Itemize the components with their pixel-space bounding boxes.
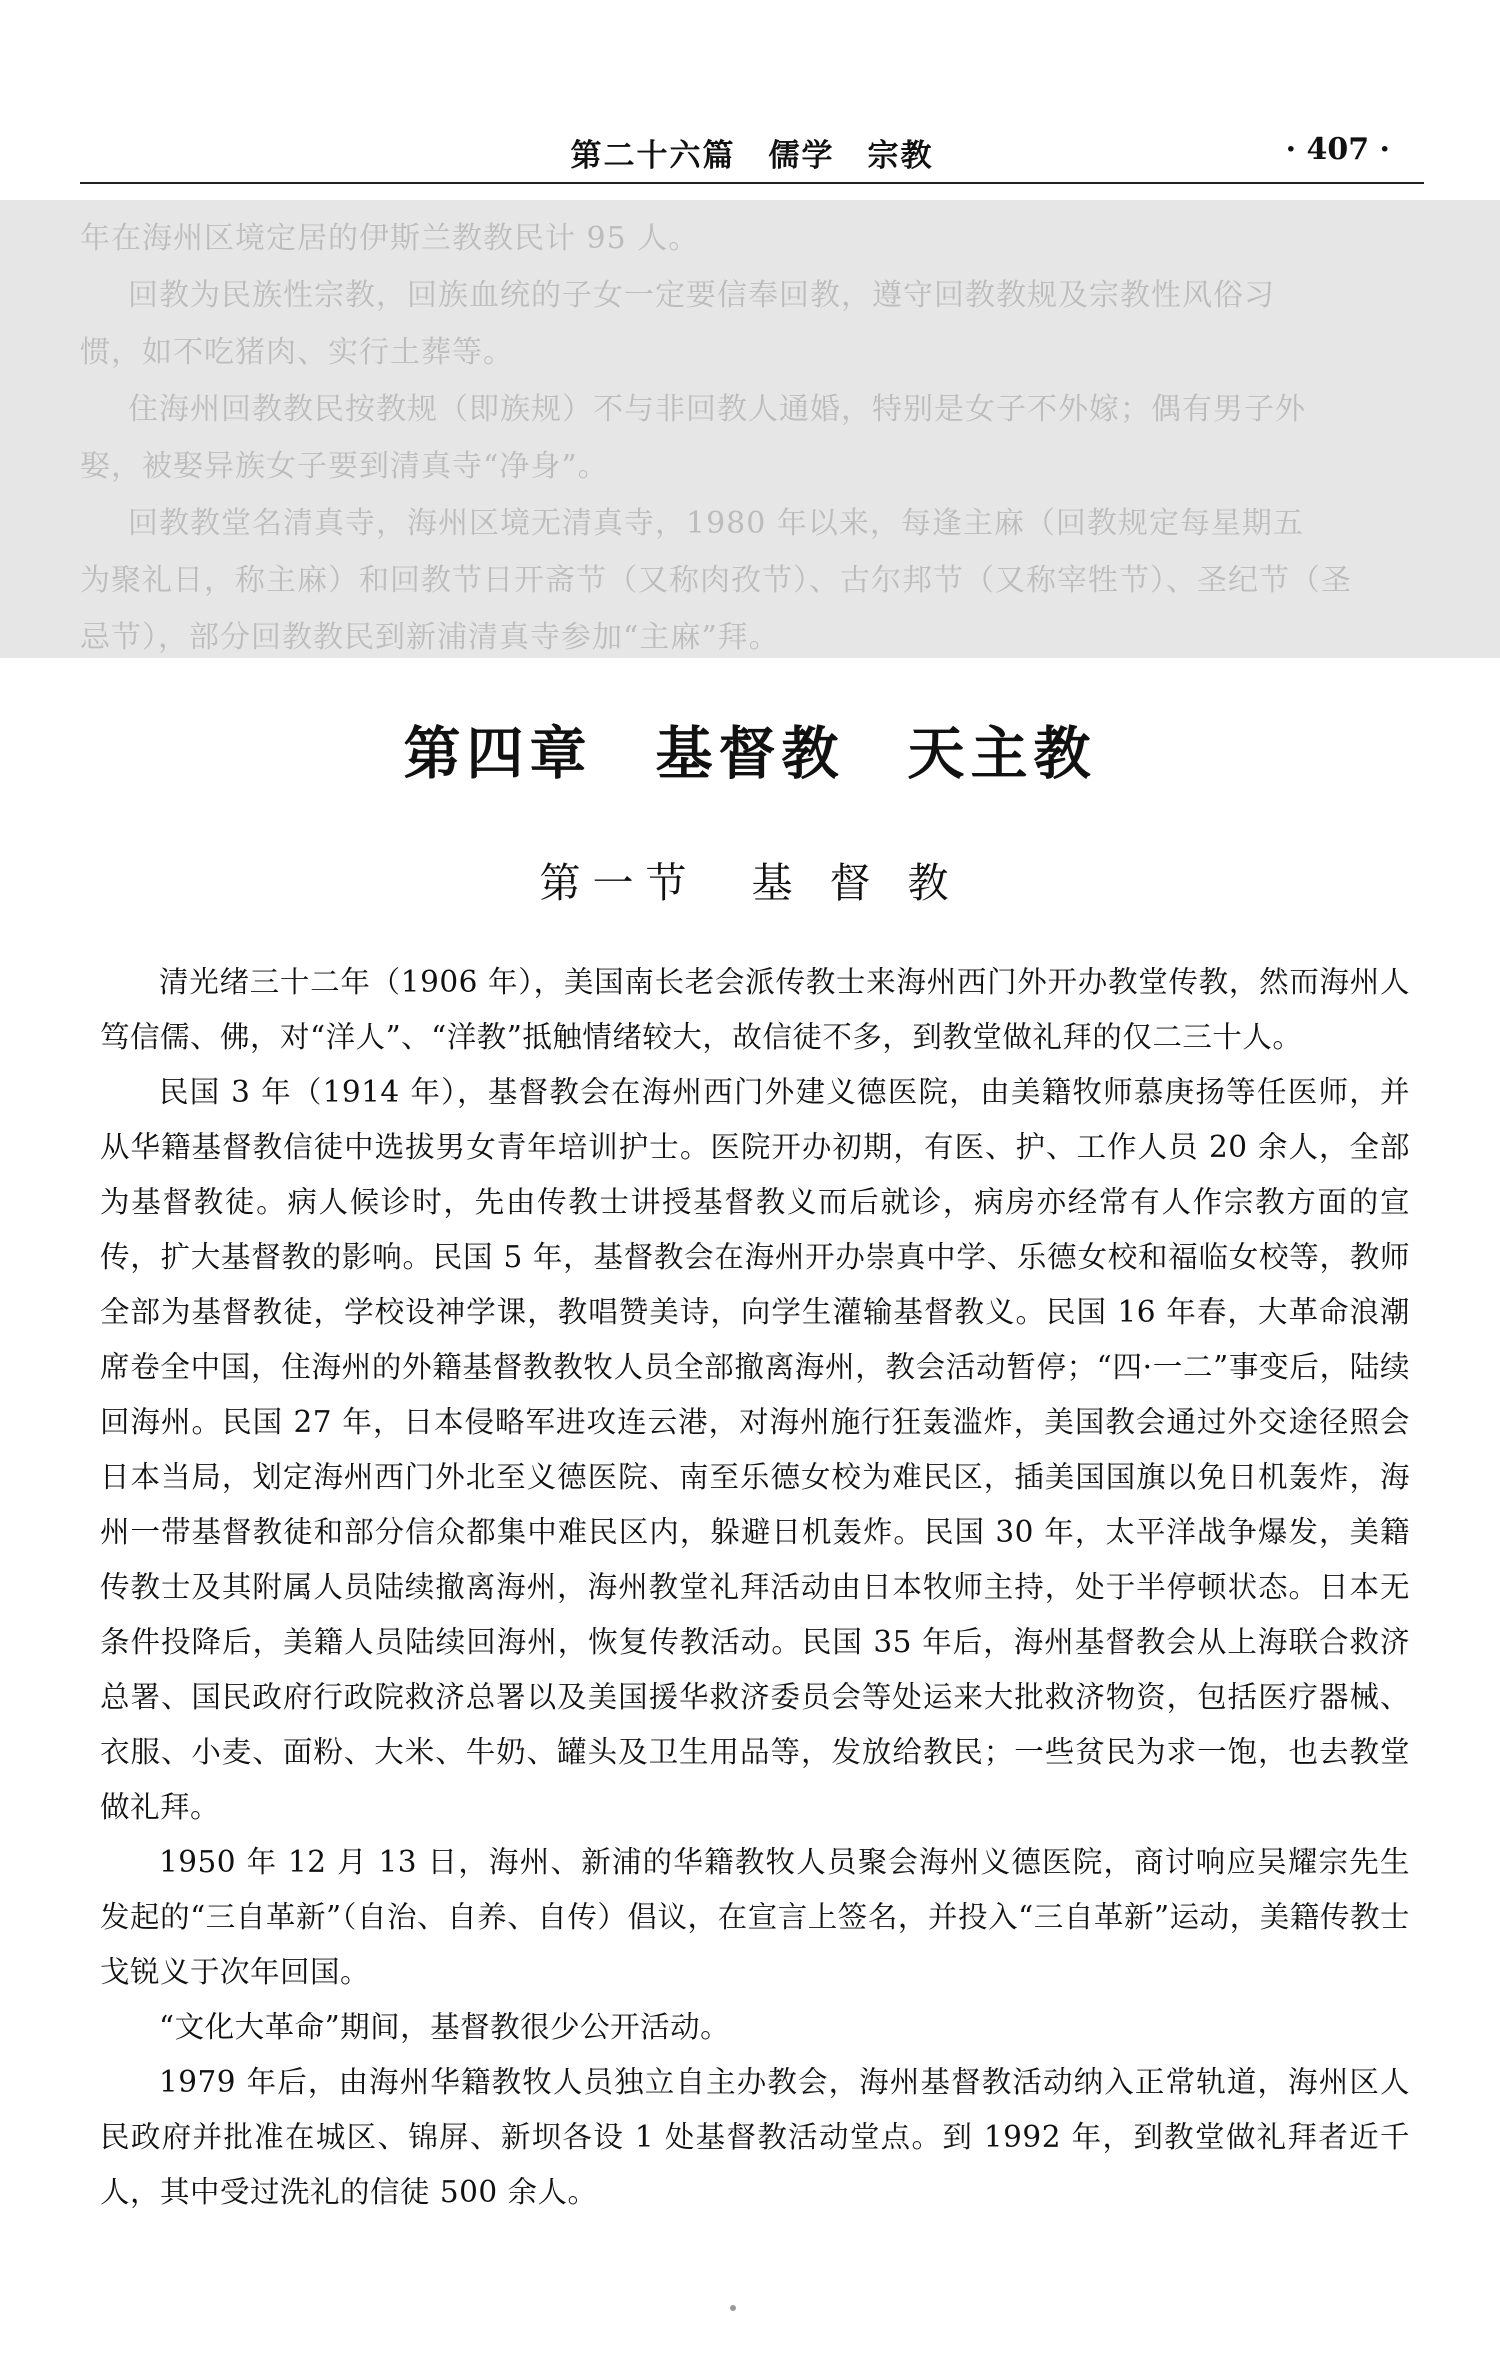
faded-line: 为聚礼日，称主麻）和回教节日开斋节（又称肉孜节）、古尔邦节（又称宰牲节）、圣纪节（圣	[80, 563, 1352, 598]
faded-line: 回教教堂名清真寺，海州区境无清真寺，1980 年以来，每逢主麻（回教规定每星期五	[128, 506, 1304, 541]
running-section-title: 第二十六篇 儒学 宗教	[570, 138, 934, 174]
scan-speck	[730, 2305, 736, 2311]
page-number: · 407 ·	[1285, 132, 1390, 167]
faded-line: 忌节），部分回教教民到新浦清真寺参加“主麻”拜。	[80, 620, 780, 655]
paragraph: 民国 3 年（1914 年），基督教会在海州西门外建义德医院，由美籍牧师慕庚扬等任医师，并从华籍基督教信徒中选拔男女青年培训护士。医院开办初期，有医、护、工作人员 20 余人，全部为基督教徒。病人候诊时，先由传教士讲授基督教义而后就诊，病房亦经常有人作宗教方面的宣传，扩大基督教的影响。民国 5 年，基督教会在海州开办崇真中学、乐德女校和福临女校等，教师全部为基督教徒，学校设神学课，教唱赞美诗，向学生灌输基督教义。民国 16 年春，大革命浪潮席卷全中国，住海州的外籍基督教教牧人员全部撤离海州，教会活动暂停；“四·一二”事变后，陆续回海州。民国 27 年，日本侵略军进攻连云港，对海州施行狂轰滥炸，美国教会通过外交途径照会日本当局，划定海州西门外北至义德医院、南至乐德女校为难民区，插美国国旗以免日机轰炸，海州一带基督教徒和部分信众都集中难民区内，躲避日机轰炸。民国 30 年，太平洋战争爆发，美籍传教士及其附属人员陆续撤离海州，海州教堂礼拜活动由日本牧师主持，处于半停顿状态。日本无条件投降后，美籍人员陆续回海州，恢复传教活动。民国 35 年后，海州基督教会从上海联合救济总署、国民政府行政院救济总署以及美国援华救济委员会等处运来大批救济物资，包括医疗器械、衣服、小麦、面粉、大米、牛奶、罐头及卫生用品等，发放给教民；一些贫民为求一饱，也去教堂做礼拜。	[100, 1075, 1410, 1824]
faded-continuation-block	[0, 200, 1500, 658]
section-title: 第一节 基 督 教	[539, 859, 961, 907]
paragraph: 1950 年 12 月 13 日，海州、新浦的华籍教牧人员聚会海州义德医院，商讨响应吴耀宗先生发起的“三自革新”（自治、自养、自传）倡议，在宣言上签名，并投入“三自革新”运动，美籍传教士戈锐义于次年回国。	[100, 1845, 1410, 1989]
paragraph: 清光绪三十二年（1906 年），美国南长老会派传教士来海州西门外开办教堂传教，然而海州人笃信儒、佛，对“洋人”、“洋教”抵触情绪较大，故信徒不多，到教堂做礼拜的仅二三十人。	[100, 965, 1410, 1054]
faded-line: 年在海州区境定居的伊斯兰教教民计 95 人。	[80, 221, 700, 256]
paragraph: “文化大革命”期间，基督教很少公开活动。	[159, 2010, 731, 2044]
faded-line: 娶，被娶异族女子要到清真寺“净身”。	[80, 449, 609, 484]
running-header	[80, 122, 1424, 184]
chapter-title: 第四章 基督教 天主教	[403, 721, 1097, 787]
faded-line: 住海州回教教民按教规（即族规）不与非回教人通婚，特别是女子不外嫁；偶有男子外	[128, 392, 1306, 427]
body-text	[100, 955, 1410, 2220]
faded-line: 回教为民族性宗教，回族血统的子女一定要信奉回教，遵守回教教规及宗教性风俗习	[128, 278, 1275, 313]
paragraph: 1979 年后，由海州华籍教牧人员独立自主办教会，海州基督教活动纳入正常轨道，海州区人民政府并批准在城区、锦屏、新坝各设 1 处基督教活动堂点。到 1992 年，到教堂做礼拜者近千人，其中受过洗礼的信徒 500 余人。	[100, 2065, 1410, 2209]
faded-line: 惯，如不吃猪肉、实行土葬等。	[80, 335, 514, 370]
